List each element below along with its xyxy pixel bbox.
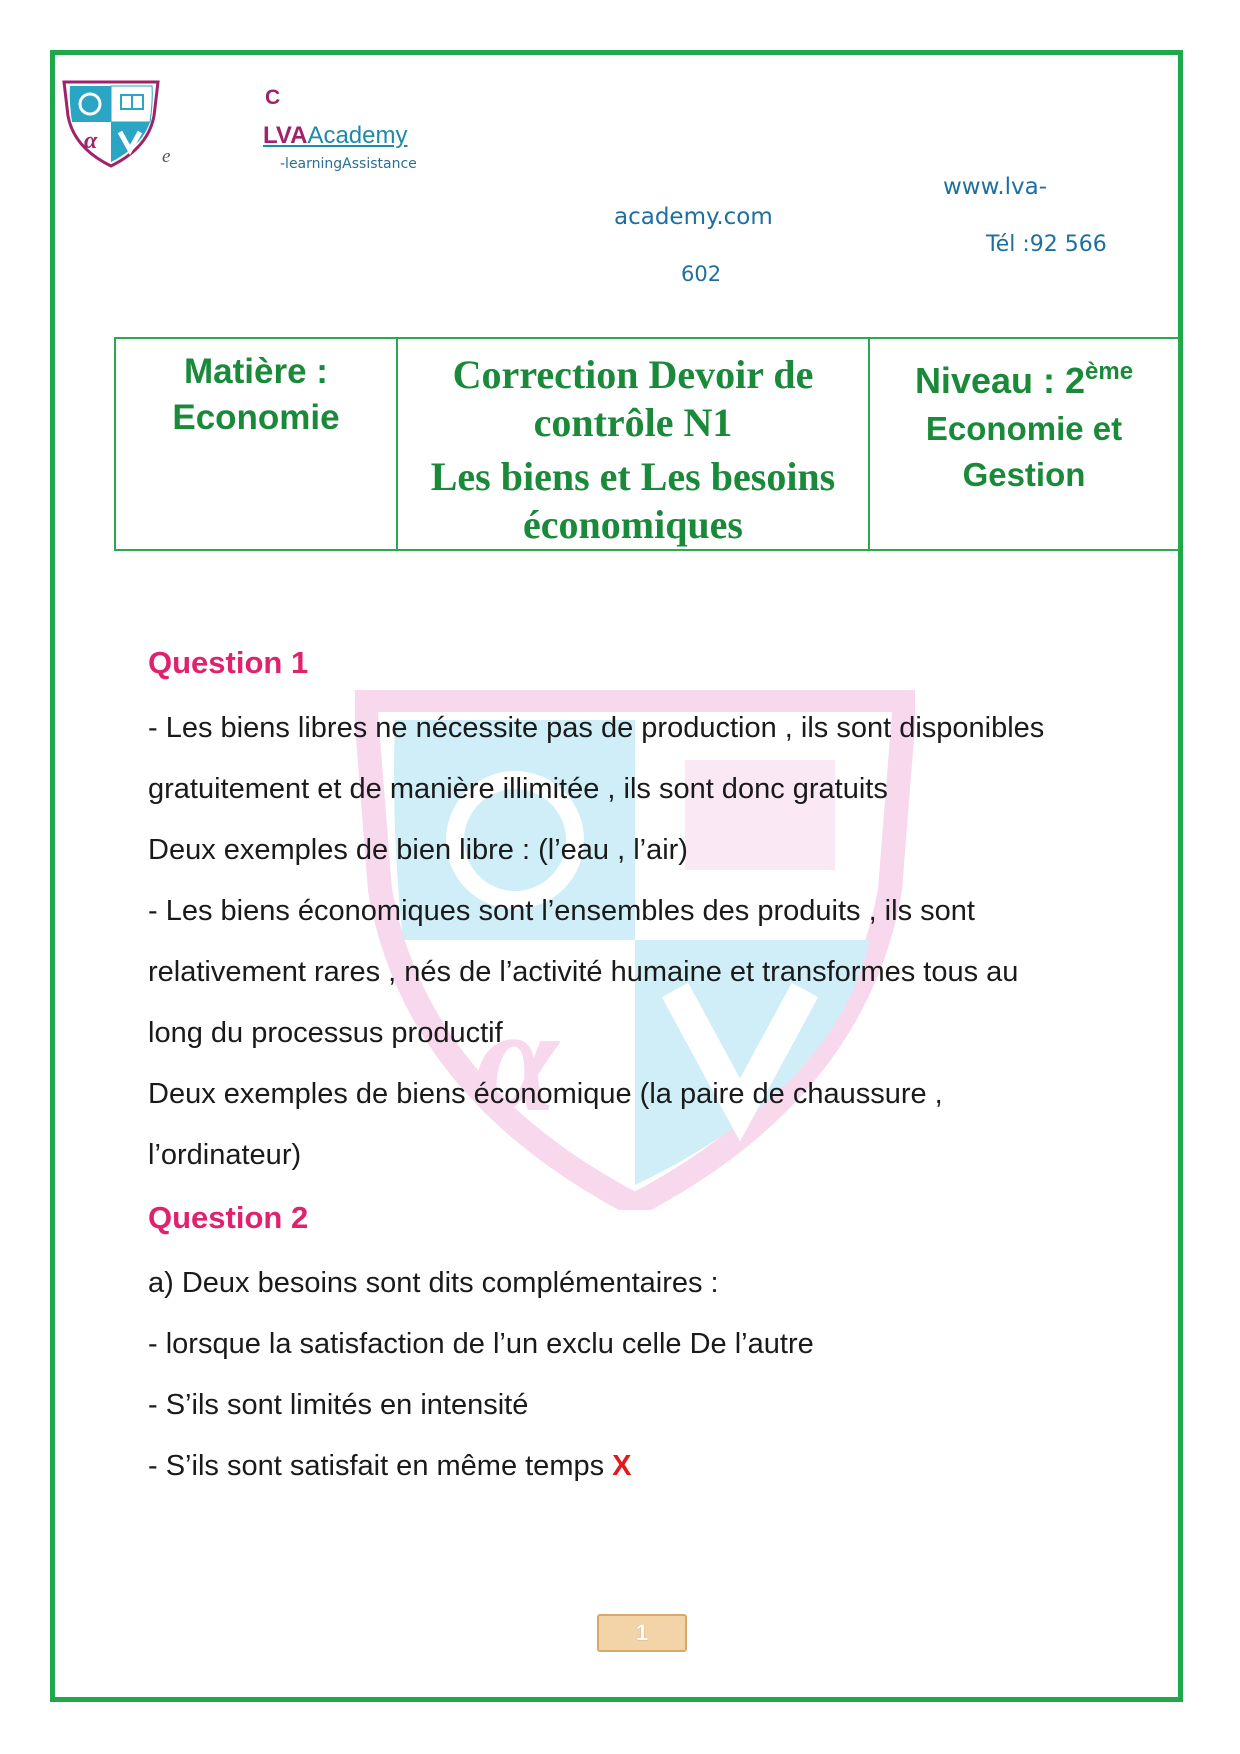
q1-line-1: - Les biens libres ne nécessite pas de production , ils sont disponibles bbox=[148, 712, 1045, 744]
q1-line-6: long du processus productif bbox=[148, 1017, 503, 1049]
matiere-cell bbox=[115, 338, 397, 550]
page-number: 1 bbox=[635, 1620, 649, 1645]
website-part2[interactable]: academy.com bbox=[614, 204, 773, 230]
q2-line-4-row bbox=[148, 1450, 632, 1483]
page-number-badge bbox=[597, 1614, 687, 1652]
info-table bbox=[114, 337, 1180, 551]
brand-name bbox=[263, 122, 407, 150]
telephone: Tél :92 566 bbox=[986, 232, 1107, 257]
incorrect-mark: X bbox=[612, 1450, 632, 1482]
brand-tagline: -learningAssistance bbox=[280, 156, 417, 172]
q1-line-8: l’ordinateur) bbox=[148, 1139, 302, 1171]
brand-letter-c: C bbox=[265, 86, 281, 109]
lva-academy-logo bbox=[56, 76, 166, 171]
q1-line-5: relativement rares , nés de l’activité humaine et transformes tous au bbox=[148, 956, 1019, 988]
svg-text:α: α bbox=[475, 977, 558, 1143]
q1-line-4: - Les biens économiques sont l’ensembles des produits , ils sont bbox=[148, 895, 975, 927]
q2-line-3: - S’ils sont limités en intensité bbox=[148, 1389, 529, 1421]
niveau-sup: ème bbox=[1085, 358, 1134, 385]
question-2-title: Question 2 bbox=[148, 1200, 309, 1235]
niveau-label bbox=[870, 349, 1178, 404]
svg-text:α: α bbox=[84, 128, 98, 154]
q2-line-4: - S’ils sont satisfait en même temps bbox=[148, 1450, 605, 1482]
matiere-value: Economie bbox=[172, 398, 340, 437]
q1-line-3: Deux exemples de bien libre : (l’eau , l’air) bbox=[148, 834, 688, 866]
matiere-label: Matière : bbox=[184, 352, 328, 391]
title-cell bbox=[397, 338, 869, 550]
telephone-continued: 602 bbox=[681, 262, 722, 286]
q2-line-2: - lorsque la satisfaction de l’un exclu celle De l’autre bbox=[148, 1328, 814, 1360]
q1-line-7: Deux exemples de biens économique (la paire de chaussure , bbox=[148, 1078, 943, 1110]
brand-lva: LVA bbox=[263, 122, 308, 149]
q1-line-2: gratuitement et de manière illimitée , ils sont donc gratuits bbox=[148, 773, 888, 805]
question-1-title: Question 1 bbox=[148, 645, 309, 680]
q2-line-1: a) Deux besoins sont dits complémentaires : bbox=[148, 1267, 719, 1299]
niveau-value: Economie et Gestion bbox=[925, 410, 1123, 493]
document-subtitle: Les biens et Les besoins économiques bbox=[430, 454, 836, 547]
niveau-cell bbox=[869, 338, 1179, 550]
document-title: Correction Devoir de contrôle N1 bbox=[452, 352, 814, 445]
website-part1[interactable]: www.lva- bbox=[943, 174, 1048, 200]
logo-e-letter: e bbox=[162, 146, 171, 167]
watermark-logo bbox=[355, 690, 915, 1210]
niveau-label-text: Niveau : 2 bbox=[914, 360, 1086, 401]
brand-academy: Academy bbox=[307, 122, 408, 149]
